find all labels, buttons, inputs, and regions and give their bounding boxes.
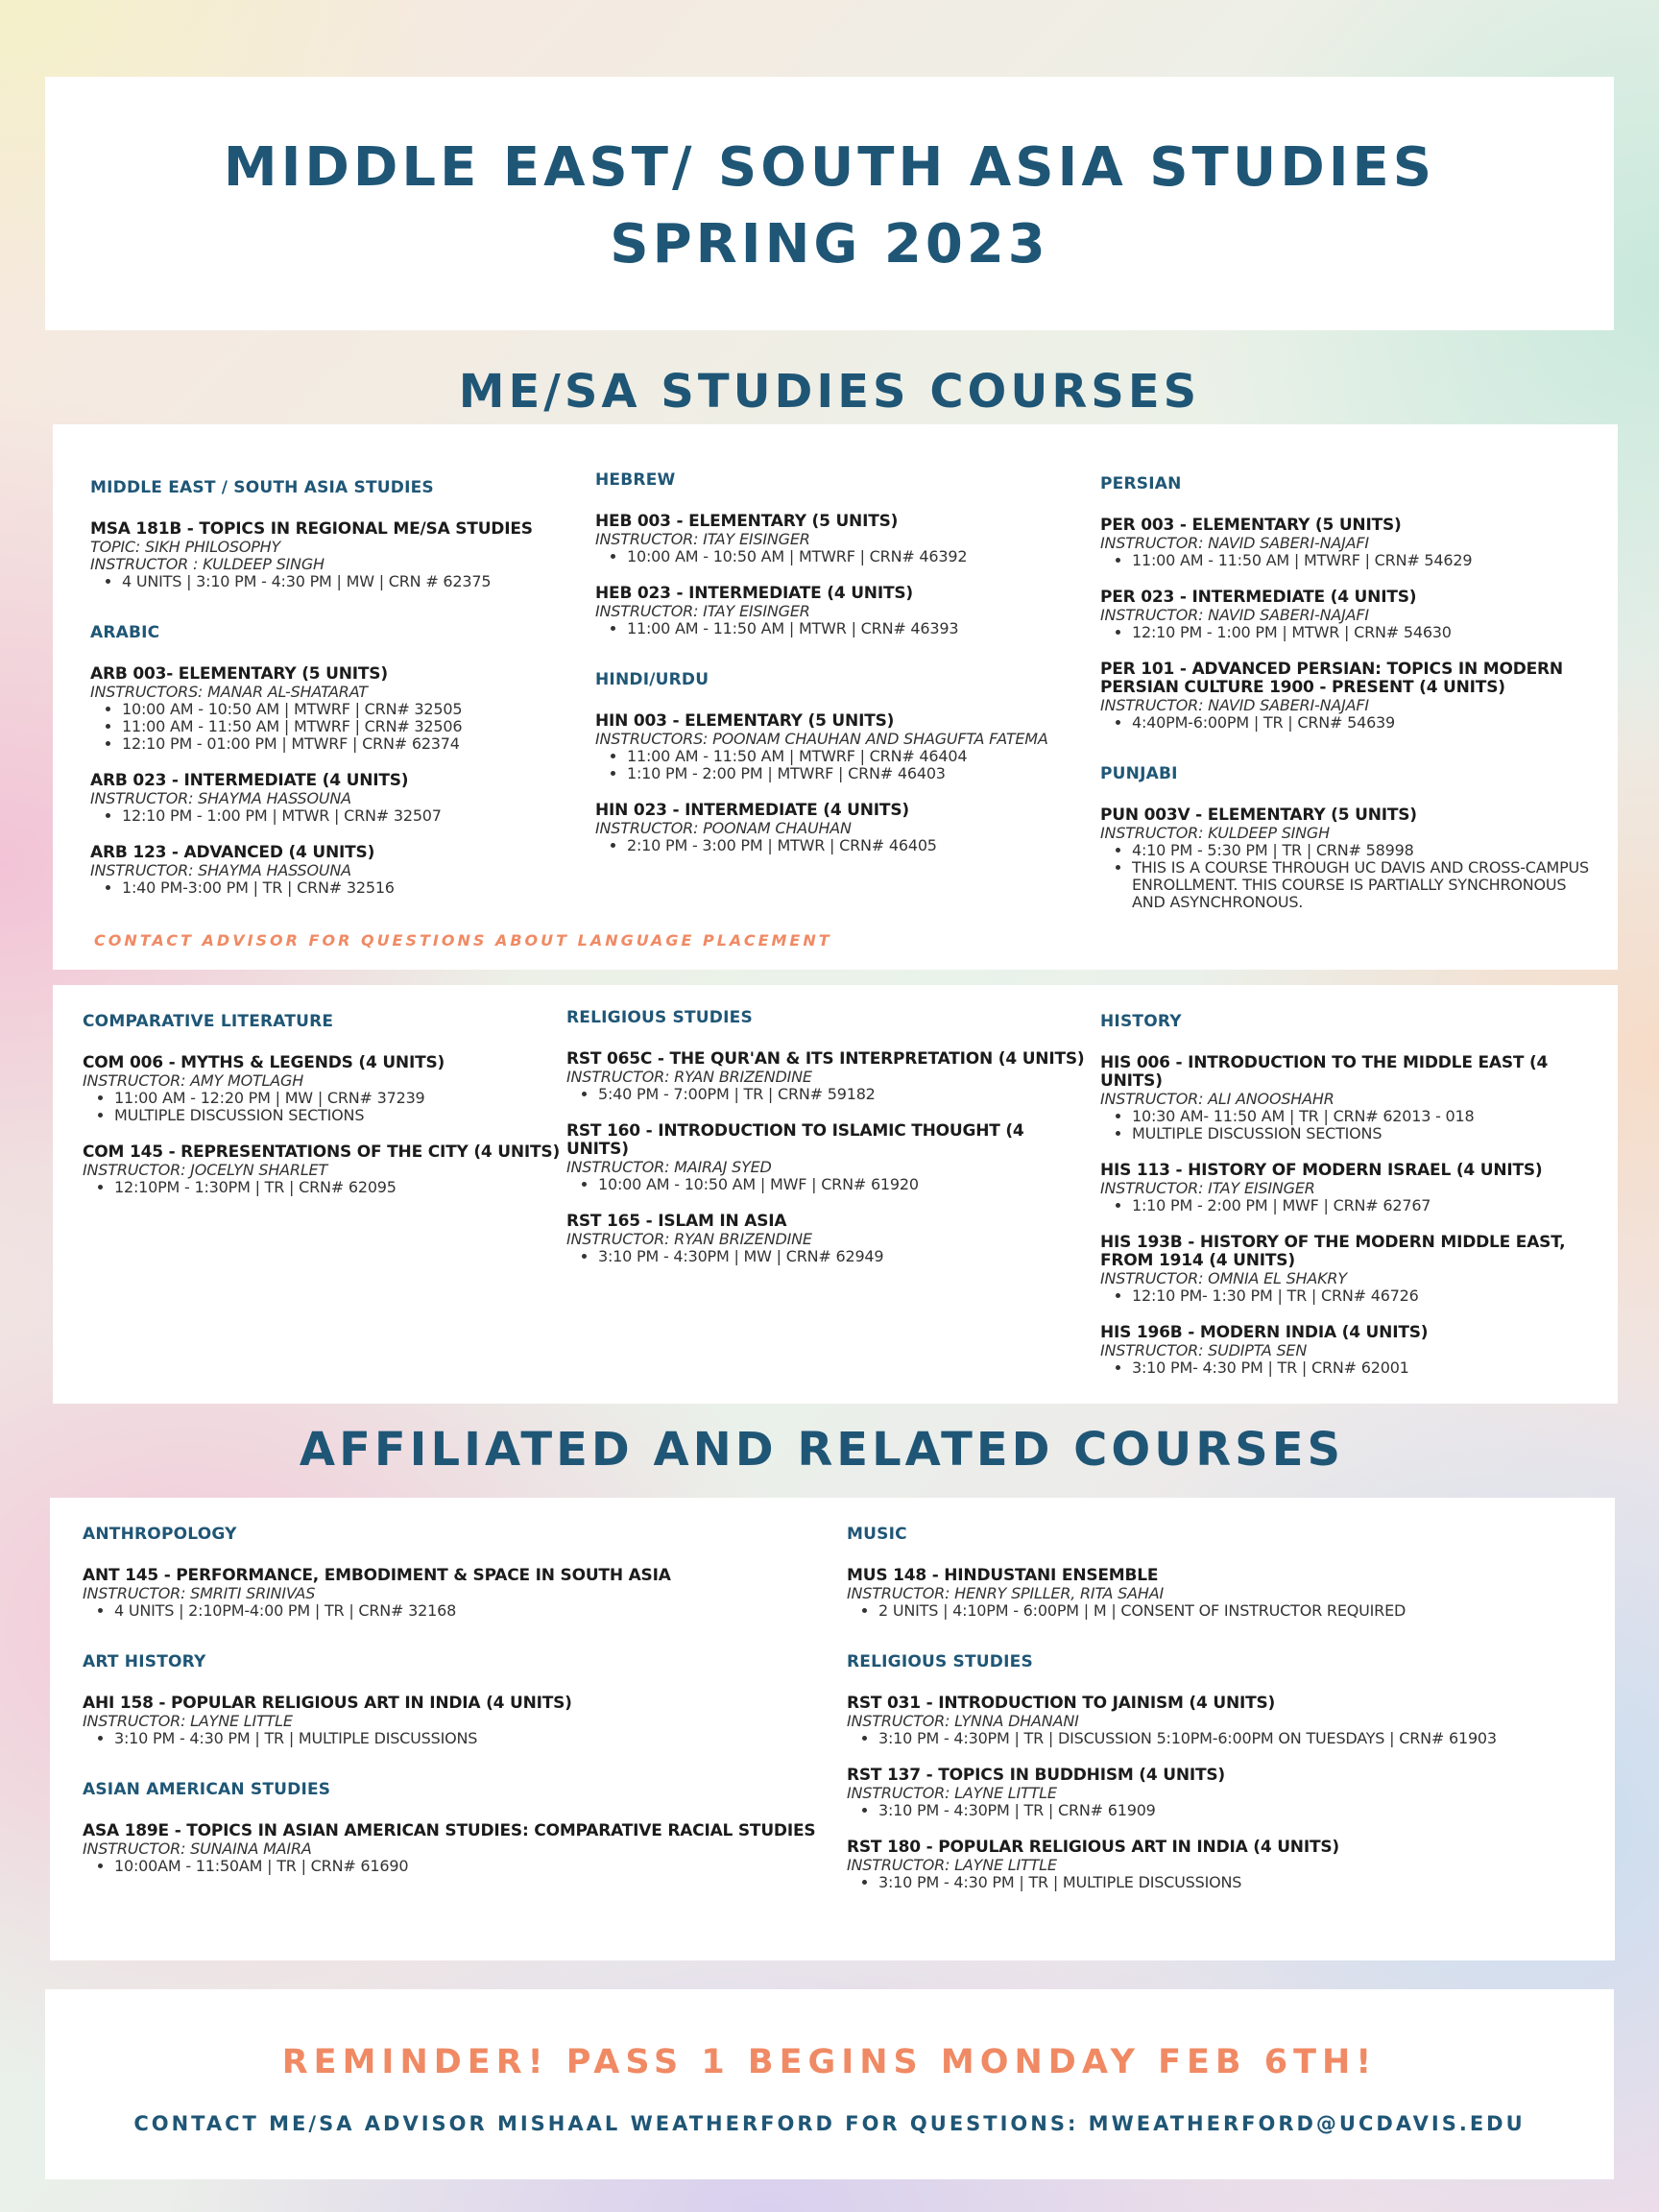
course-schedule-item: • 12:10 PM - 1:00 PM | MTWR | CRN# 54630: [1132, 624, 1599, 641]
course-item: [90, 772, 570, 825]
section-title: HEBREW: [595, 470, 676, 490]
course-schedule-item: • 11:00 AM - 12:20 PM | MW | CRN# 37239: [114, 1090, 582, 1107]
course-schedule-list: [595, 548, 1075, 565]
course-schedule-list: [83, 1858, 822, 1875]
course-schedule-item: • 1:10 PM - 2:00 PM | MWF | CRN# 62767: [1132, 1197, 1609, 1214]
title-panel: [45, 77, 1614, 330]
course-schedule-item: • 12:10 PM - 1:00 PM | MTWR | CRN# 32507: [122, 807, 570, 825]
course-item: [83, 1143, 582, 1196]
section-title: ART HISTORY: [83, 1652, 206, 1671]
course-title: HIS 193B - HISTORY OF THE MODERN MIDDLE EAST, FROM 1914 (4 UNITS): [1100, 1233, 1566, 1270]
course-schedule-item: • THIS IS A COURSE THROUGH UC DAVIS AND CROSS-CAMPUS ENROLLMENT. THIS COURSE IS PARTIALLY SYNCHRONOUS AND ASYNCHRONOUS.: [1132, 859, 1599, 911]
course-title: COM 145 - REPRESENTATIONS OF THE CITY (4 UNITS): [83, 1142, 561, 1162]
course-item: [1100, 1324, 1609, 1377]
course-schedule-item: • 3:10 PM- 4:30 PM | TR | CRN# 62001: [1132, 1359, 1609, 1377]
course-title: ARB 003- ELEMENTARY (5 UNITS): [90, 664, 388, 684]
course-title: PUN 003V - ELEMENTARY (5 UNITS): [1100, 805, 1417, 825]
course-title: RST 031 - INTRODUCTION TO JAINISM (4 UNITS): [847, 1694, 1276, 1713]
course-schedule-item: • 3:10 PM - 4:30PM | MW | CRN# 62949: [598, 1248, 1085, 1265]
course-title: RST 180 - POPULAR RELIGIOUS ART IN INDIA (4 UNITS): [847, 1838, 1339, 1857]
course-instructor: INSTRUCTOR: KULDEEP SINGH: [1100, 824, 1330, 842]
course-schedule-item: • 4 UNITS | 3:10 PM - 4:30 PM | MW | CRN # 62375: [122, 573, 570, 590]
course-instructor: INSTRUCTOR: LAYNE LITTLE: [83, 1712, 293, 1730]
course-instructor: INSTRUCTOR: POONAM CHAUHAN: [595, 819, 852, 837]
course-instructor: INSTRUCTOR: NAVID SABERI-NAJAFI: [1100, 606, 1369, 624]
course-instructor: INSTRUCTORS: POONAM CHAUHAN AND SHAGUFTA FATEMA: [595, 730, 1048, 748]
course-title: RST 165 - ISLAM IN ASIA: [566, 1212, 787, 1231]
course-title: RST 160 - INTRODUCTION TO ISLAMIC THOUGHT (4 UNITS): [566, 1121, 1024, 1159]
course-item: [595, 513, 1075, 565]
section-title: RELIGIOUS STUDIES: [847, 1652, 1033, 1671]
course-schedule-item: • 1:10 PM - 2:00 PM | MTWRF | CRN# 46403: [627, 765, 1075, 782]
course-instructor: INSTRUCTOR: LYNNA DHANANI: [847, 1712, 1079, 1730]
section-title: ASIAN AMERICAN STUDIES: [83, 1780, 331, 1799]
lang-col-2: [595, 470, 1075, 887]
course-item: [1100, 1234, 1609, 1305]
affiliated-courses-heading: AFFILIATED AND RELATED COURSES: [299, 1423, 1345, 1477]
course-schedule-item: • 3:10 PM - 4:30PM | TR | DISCUSSION 5:10PM-6:00PM ON TUESDAYS | CRN# 61903: [878, 1730, 1596, 1747]
course-schedule-list: [1100, 1287, 1609, 1305]
course-title: PER 023 - INTERMEDIATE (4 UNITS): [1100, 588, 1417, 607]
course-schedule-list: [90, 807, 570, 825]
course-instructor: INSTRUCTOR : KULDEEP SINGH: [90, 555, 325, 573]
dept-col-3: [1100, 1012, 1609, 1409]
course-schedule-item: • 11:00 AM - 11:50 AM | MTWRF | CRN# 54629: [1132, 552, 1599, 569]
course-item: [90, 520, 570, 590]
course-schedule-item: • MULTIPLE DISCUSSION SECTIONS: [1132, 1125, 1609, 1142]
course-title: MSA 181B - TOPICS IN REGIONAL ME/SA STUDIES: [90, 519, 533, 539]
course-instructor: INSTRUCTOR: SUNAINA MAIRA: [83, 1839, 312, 1858]
course-schedule-item: • 11:00 AM - 11:50 AM | MTWR | CRN# 46393: [627, 620, 1075, 637]
course-item: [566, 1213, 1085, 1265]
section-comparative-literature: [83, 1012, 582, 1196]
course-title: MUS 148 - HINDUSTANI ENSEMBLE: [847, 1566, 1159, 1585]
course-schedule-item: • 3:10 PM - 4:30 PM | TR | MULTIPLE DISCUSSIONS: [878, 1874, 1596, 1891]
language-courses-panel: [53, 424, 1618, 970]
course-schedule-item: • MULTIPLE DISCUSSION SECTIONS: [114, 1107, 582, 1124]
section-religious-studies: [566, 1008, 1085, 1265]
course-instructor: INSTRUCTOR: RYAN BRIZENDINE: [566, 1068, 812, 1086]
course-schedule-list: [847, 1602, 1596, 1620]
course-schedule-item: • 2 UNITS | 4:10PM - 6:00PM | M | CONSENT OF INSTRUCTOR REQUIRED: [878, 1602, 1596, 1620]
course-item: [566, 1122, 1085, 1193]
course-instructor: INSTRUCTOR: AMY MOTLAGH: [83, 1071, 304, 1090]
course-instructor: INSTRUCTOR: NAVID SABERI-NAJAFI: [1100, 696, 1369, 714]
course-title: HEB 003 - ELEMENTARY (5 UNITS): [595, 512, 899, 531]
affiliated-courses-panel: [50, 1498, 1615, 1960]
section-anthropology: [83, 1525, 822, 1620]
department-courses-panel: [53, 985, 1618, 1404]
course-instructor: INSTRUCTOR: ITAY EISINGER: [595, 602, 810, 620]
language-placement-note: CONTACT ADVISOR FOR QUESTIONS ABOUT LANGUAGE PLACEMENT: [94, 931, 832, 950]
course-schedule-list: [595, 620, 1075, 637]
page-title-line1: MIDDLE EAST/ SOUTH ASIA STUDIES: [223, 136, 1436, 199]
course-instructor: INSTRUCTOR: MAIRAJ SYED: [566, 1158, 772, 1176]
course-schedule-item: • 11:00 AM - 11:50 AM | MTWRF | CRN# 32506: [122, 718, 570, 735]
course-item: [595, 802, 1075, 854]
course-title: ARB 123 - ADVANCED (4 UNITS): [90, 843, 375, 862]
advisor-contact: CONTACT ME/SA ADVISOR MISHAAL WEATHERFORD FOR QUESTIONS: MWEATHERFORD@UCDAVIS.EDU: [133, 2112, 1526, 2135]
course-item: [90, 665, 570, 753]
course-instructor: INSTRUCTOR: ALI ANOOSHAHR: [1100, 1090, 1334, 1108]
course-instructor: INSTRUCTOR: NAVID SABERI-NAJAFI: [1100, 534, 1369, 552]
course-title: RST 065C - THE QUR'AN & ITS INTERPRETATION (4 UNITS): [566, 1049, 1085, 1069]
course-title: HIS 196B - MODERN INDIA (4 UNITS): [1100, 1323, 1429, 1342]
course-instructor: INSTRUCTOR: LAYNE LITTLE: [847, 1784, 1057, 1802]
course-schedule-list: [1100, 714, 1599, 732]
section-punjabi: [1100, 764, 1599, 911]
course-title: AHI 158 - POPULAR RELIGIOUS ART IN INDIA (4 UNITS): [83, 1694, 572, 1713]
course-instructor: INSTRUCTOR: HENRY SPILLER, RITA SAHAI: [847, 1584, 1164, 1602]
course-instructor: INSTRUCTOR: SHAYMA HASSOUNA: [90, 861, 351, 879]
course-item: [83, 1695, 822, 1747]
section-hindi-urdu: [595, 670, 1075, 854]
course-item: [90, 844, 570, 897]
page-title-line2: SPRING 2023: [610, 213, 1049, 276]
course-title: HEB 023 - INTERMEDIATE (4 UNITS): [595, 584, 913, 603]
section-title: HINDI/URDU: [595, 670, 709, 689]
section-title: MIDDLE EAST / SOUTH ASIA STUDIES: [90, 478, 434, 497]
section-art-history: [83, 1652, 822, 1747]
course-schedule-item: • 2:10 PM - 3:00 PM | MTWR | CRN# 46405: [627, 837, 1075, 854]
course-instructor: INSTRUCTOR: SHAYMA HASSOUNA: [90, 789, 351, 807]
section-history: [1100, 1012, 1609, 1377]
course-schedule-item: • 12:10 PM- 1:30 PM | TR | CRN# 46726: [1132, 1287, 1609, 1305]
course-schedule-item: • 3:10 PM - 4:30 PM | TR | MULTIPLE DISCUSSIONS: [114, 1730, 822, 1747]
section-persian: [1100, 474, 1599, 732]
course-schedule-list: [847, 1802, 1596, 1819]
course-instructor: INSTRUCTOR: SMRITI SRINIVAS: [83, 1584, 316, 1602]
course-schedule-item: • 10:00 AM - 10:50 AM | MTWRF | CRN# 32505: [122, 701, 570, 718]
course-item: [1100, 1162, 1609, 1214]
course-item: [595, 712, 1075, 782]
course-instructor: INSTRUCTORS: MANAR AL-SHATARAT: [90, 683, 368, 701]
section-title: PUNJABI: [1100, 764, 1178, 783]
course-title: PER 101 - ADVANCED PERSIAN: TOPICS IN MODERN PERSIAN CULTURE 1900 - PRESENT (4 UNITS): [1100, 660, 1563, 697]
course-item: [847, 1567, 1596, 1620]
course-instructor: INSTRUCTOR: LAYNE LITTLE: [847, 1856, 1057, 1874]
course-schedule-list: [1100, 552, 1599, 569]
course-title: ASA 189E - TOPICS IN ASIAN AMERICAN STUDIES: COMPARATIVE RACIAL STUDIES: [83, 1821, 816, 1840]
course-schedule-list: [1100, 842, 1599, 911]
course-title: RST 137 - TOPICS IN BUDDHISM (4 UNITS): [847, 1766, 1225, 1785]
course-schedule-list: [847, 1730, 1596, 1747]
dept-col-2: [566, 1008, 1085, 1298]
course-schedule-list: [83, 1090, 582, 1124]
section-arabic: [90, 623, 570, 897]
course-schedule-list: [83, 1730, 822, 1747]
course-schedule-item: • 10:30 AM- 11:50 AM | TR | CRN# 62013 - 018: [1132, 1108, 1609, 1125]
course-item: [1100, 806, 1599, 911]
course-schedule-list: [595, 748, 1075, 782]
course-schedule-item: • 4 UNITS | 2:10PM-4:00 PM | TR | CRN# 32168: [114, 1602, 822, 1620]
course-title: HIN 023 - INTERMEDIATE (4 UNITS): [595, 801, 909, 820]
course-schedule-list: [83, 1179, 582, 1196]
section-title: ANTHROPOLOGY: [83, 1525, 237, 1544]
section-title: COMPARATIVE LITERATURE: [83, 1012, 334, 1031]
aff-col-2: [847, 1525, 1596, 1924]
course-item: [83, 1054, 582, 1124]
section-title: ARABIC: [90, 623, 160, 642]
footer-panel: [45, 1989, 1614, 2179]
section-asian-american-studies: [83, 1780, 822, 1875]
course-instructor: INSTRUCTOR: RYAN BRIZENDINE: [566, 1230, 812, 1248]
course-instructor: INSTRUCTOR: SUDIPTA SEN: [1100, 1341, 1308, 1359]
course-schedule-list: [566, 1176, 1085, 1193]
section-religious-studies: [847, 1652, 1596, 1891]
section-title: PERSIAN: [1100, 474, 1182, 493]
course-schedule-list: [595, 837, 1075, 854]
mesa-courses-heading: ME/SA STUDIES COURSES: [458, 365, 1201, 419]
course-item: [847, 1695, 1596, 1747]
course-title: HIS 113 - HISTORY OF MODERN ISRAEL (4 UNITS): [1100, 1161, 1543, 1180]
course-title: ARB 023 - INTERMEDIATE (4 UNITS): [90, 771, 409, 790]
course-title: ANT 145 - PERFORMANCE, EMBODIMENT & SPACE IN SOUTH ASIA: [83, 1566, 671, 1585]
course-instructor: INSTRUCTOR: ITAY EISINGER: [595, 530, 810, 548]
course-instructor: INSTRUCTOR: JOCELYN SHARLET: [83, 1161, 328, 1179]
course-schedule-list: [1100, 1197, 1609, 1214]
course-schedule-item: • 10:00AM - 11:50AM | TR | CRN# 61690: [114, 1858, 822, 1875]
course-item: [83, 1822, 822, 1875]
course-schedule-item: • 3:10 PM - 4:30PM | TR | CRN# 61909: [878, 1802, 1596, 1819]
course-schedule-list: [847, 1874, 1596, 1891]
course-schedule-item: • 4:10 PM - 5:30 PM | TR | CRN# 58998: [1132, 842, 1599, 859]
course-item: [847, 1767, 1596, 1819]
course-schedule-list: [90, 879, 570, 897]
course-item: [1100, 661, 1599, 732]
course-schedule-list: [90, 573, 570, 590]
course-schedule-item: • 4:40PM-6:00PM | TR | CRN# 54639: [1132, 714, 1599, 732]
course-instructor: INSTRUCTOR: OMNIA EL SHAKRY: [1100, 1269, 1347, 1287]
course-item: [566, 1050, 1085, 1103]
course-schedule-item: • 12:10PM - 1:30PM | TR | CRN# 62095: [114, 1179, 582, 1196]
course-item: [595, 585, 1075, 637]
section-hebrew: [595, 470, 1075, 637]
course-title: PER 003 - ELEMENTARY (5 UNITS): [1100, 516, 1402, 535]
section-title: HISTORY: [1100, 1012, 1182, 1031]
section-title: MUSIC: [847, 1525, 907, 1544]
section-middle-east-south-asia-studies: [90, 478, 570, 590]
course-item: [847, 1839, 1596, 1891]
course-item: [1100, 517, 1599, 569]
course-item: [83, 1567, 822, 1620]
course-schedule-item: • 5:40 PM - 7:00PM | TR | CRN# 59182: [598, 1086, 1085, 1103]
course-schedule-list: [90, 701, 570, 753]
course-schedule-list: [1100, 1108, 1609, 1142]
course-schedule-item: • 10:00 AM - 10:50 AM | MTWRF | CRN# 46392: [627, 548, 1075, 565]
pass-reminder: REMINDER! PASS 1 BEGINS MONDAY FEB 6TH!: [281, 2043, 1378, 2081]
course-schedule-item: • 11:00 AM - 11:50 AM | MTWRF | CRN# 46404: [627, 748, 1075, 765]
course-schedule-list: [1100, 624, 1599, 641]
lang-col-1: [90, 478, 570, 929]
course-schedule-list: [566, 1248, 1085, 1265]
course-schedule-item: • 10:00 AM - 10:50 AM | MWF | CRN# 61920: [598, 1176, 1085, 1193]
course-title: HIS 006 - INTRODUCTION TO THE MIDDLE EAST (4 UNITS): [1100, 1053, 1549, 1091]
course-schedule-list: [566, 1086, 1085, 1103]
course-instructor: INSTRUCTOR: ITAY EISINGER: [1100, 1179, 1315, 1197]
course-schedule-item: • 12:10 PM - 01:00 PM | MTWRF | CRN# 62374: [122, 735, 570, 753]
section-music: [847, 1525, 1596, 1620]
course-schedule-list: [83, 1602, 822, 1620]
course-schedule-item: • 1:40 PM-3:00 PM | TR | CRN# 32516: [122, 879, 570, 897]
course-instructor: TOPIC: SIKH PHILOSOPHY: [90, 538, 281, 556]
lang-col-3: [1100, 474, 1599, 944]
course-item: [1100, 1054, 1609, 1142]
course-item: [1100, 589, 1599, 641]
section-title: RELIGIOUS STUDIES: [566, 1008, 753, 1027]
dept-col-1: [83, 1012, 582, 1229]
aff-col-1: [83, 1525, 822, 1908]
course-title: COM 006 - MYTHS & LEGENDS (4 UNITS): [83, 1053, 445, 1072]
course-title: HIN 003 - ELEMENTARY (5 UNITS): [595, 711, 895, 731]
course-schedule-list: [1100, 1359, 1609, 1377]
